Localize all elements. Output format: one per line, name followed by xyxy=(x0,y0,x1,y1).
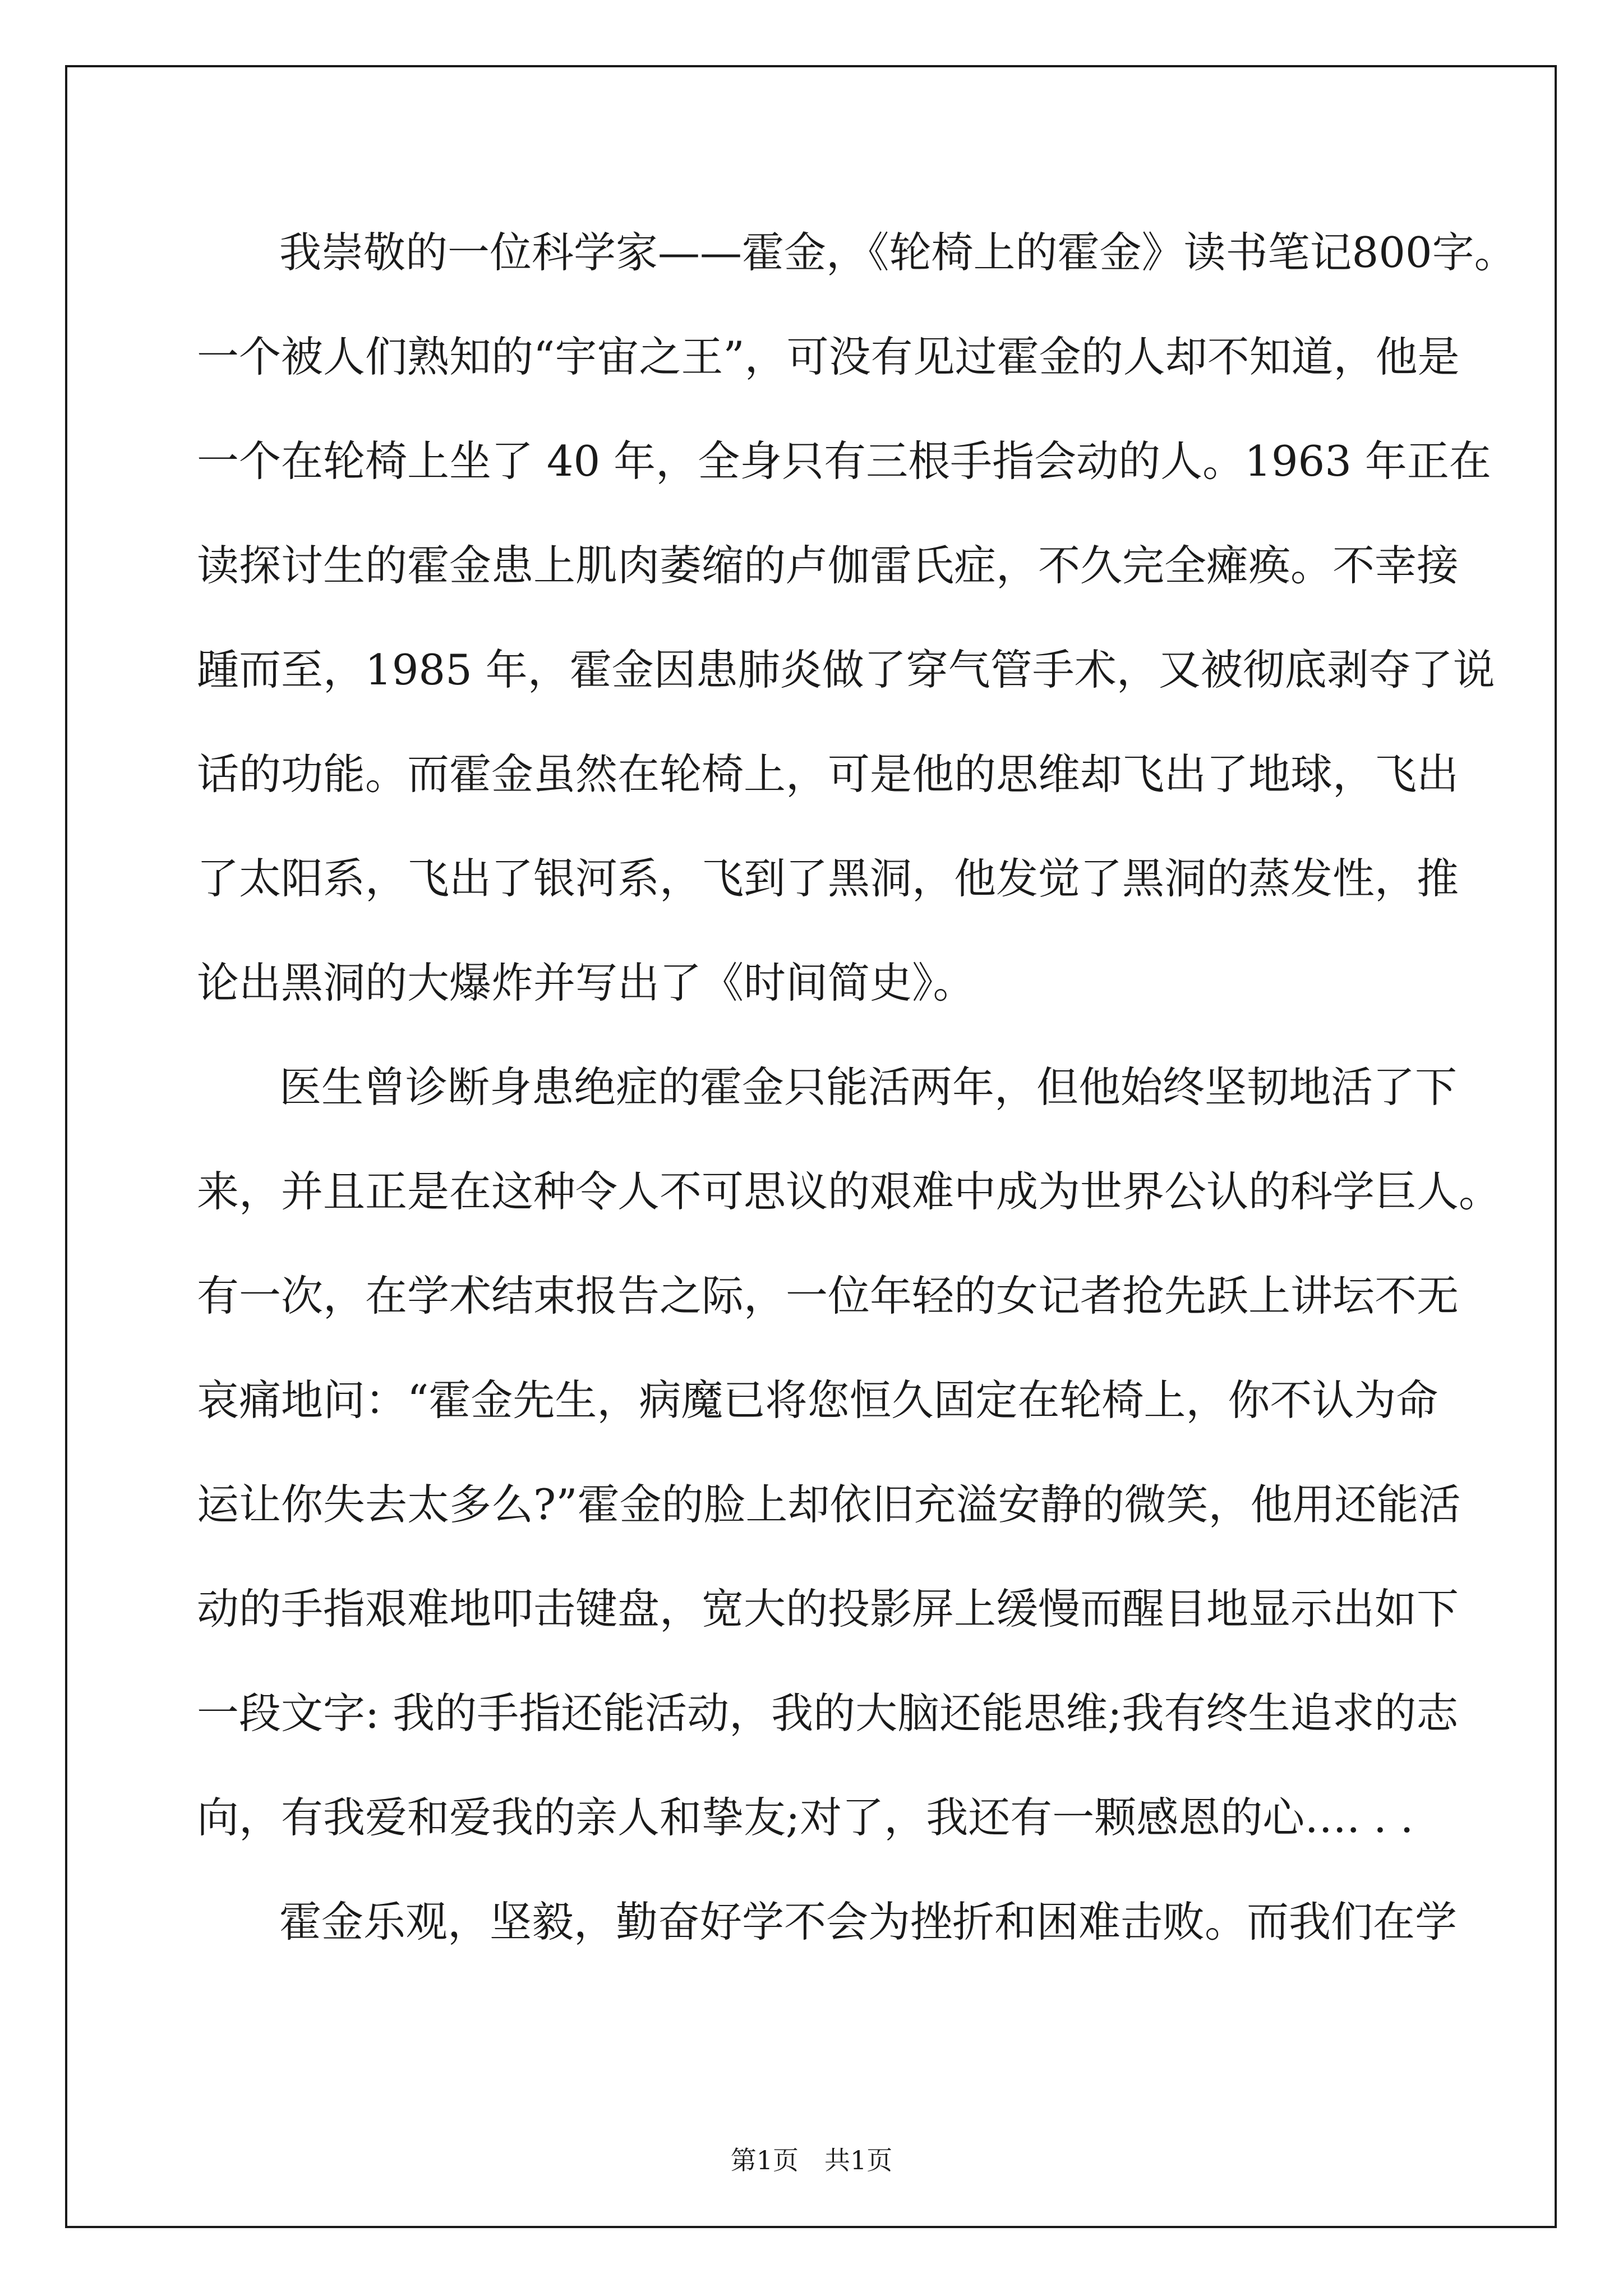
paragraph-1-line-1: 我崇敬的一位科学家——霍金，《轮椅上的霍金》读书笔记800字。 xyxy=(279,228,1516,277)
paragraph-2-line-4: 哀痛地问：“霍金先生，病魔已将您恒久固定在轮椅上，你不认为命 xyxy=(197,1375,1438,1425)
paragraph-3-line-1: 霍金乐观，坚毅，勤奋好学不会为挫折和困难击败。而我们在学 xyxy=(279,1897,1458,1947)
paragraph-2-line-1: 医生曾诊断身患绝症的霍金只能活两年，但他始终坚韧地活了下 xyxy=(279,1062,1458,1112)
paragraph-2-line-3: 有一次，在学术结束报告之际，一位年轻的女记者抢先跃上讲坛不无 xyxy=(197,1271,1459,1320)
paragraph-1-line-7: 了太阳系，飞出了银河系，飞到了黑洞，他发觉了黑洞的蒸发性，推 xyxy=(197,854,1459,903)
paragraph-2-line-6: 动的手指艰难地叩击键盘，宽大的投影屏上缓慢而醒目地显示出如下 xyxy=(197,1584,1459,1634)
page-footer: 第1页 共1页 xyxy=(730,2145,893,2175)
paragraph-1-line-8: 论出黑洞的大爆炸并写出了《时间简史》。 xyxy=(197,958,975,1007)
paragraph-1-line-2: 一个被人们熟知的“宇宙之王”，可没有见过霍金的人却不知道，他是 xyxy=(197,332,1460,381)
paragraph-1-line-6: 话的功能。而霍金虽然在轮椅上，可是他的思维却飞出了地球，飞出 xyxy=(197,749,1459,799)
paragraph-1-line-3: 一个在轮椅上坐了 40 年，全身只有三根手指会动的人。1963 年正在 xyxy=(197,436,1491,486)
paragraph-2-line-8: 向，有我爱和爱我的亲人和挚友;对了，我还有一颗感恩的心…. . . xyxy=(197,1793,1414,1842)
paragraph-1-line-4: 读探讨生的霍金患上肌肉萎缩的卢伽雷氏症，不久完全瘫痪。不幸接 xyxy=(197,541,1459,590)
paragraph-2-line-2: 来，并且正是在这种令人不可思议的艰难中成为世界公认的科学巨人。 xyxy=(197,1167,1501,1216)
paragraph-2-line-5: 运让你失去太多么?”霍金的脸上却依旧充溢安静的微笑，他用还能活 xyxy=(197,1480,1461,1529)
paragraph-2-line-7: 一段文字: 我的手指还能活动，我的大脑还能思维;我有终生追求的志 xyxy=(197,1688,1459,1738)
paragraph-1-line-5: 踵而至，1985 年，霍金因患肺炎做了穿气管手术，又被彻底剥夺了说 xyxy=(197,645,1495,694)
